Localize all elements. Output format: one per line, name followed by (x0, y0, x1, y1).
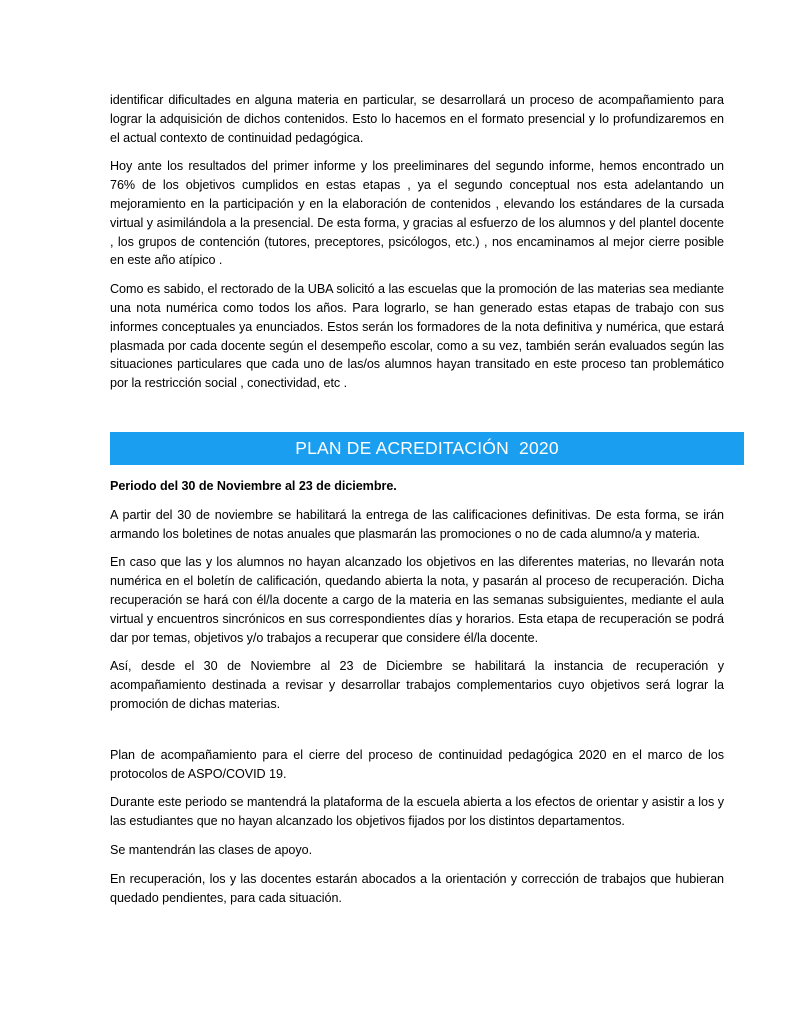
intro-paragraph-3: Como es sabido, el rectorado de la UBA solicitó a las escuelas que la promoción de las materias sea mediante una nota numérica como todos los años. Para lograrlo, se han generado estas etapas de trabajo con sus informes conceptuales ya enunciados. Estos serán los formadores de la nota definitiva y numérica, que estará plasmada por cada docente según el desempeño escolar, como a su vez, también serán evaluados según las situaciones particulares que cada uno de las/os alumnos hayan transitado en este proceso tan problemático por la restricción social , conectividad, etc . (110, 282, 724, 391)
intro-paragraph-1: identificar dificultades en alguna materia en particular, se desarrollará un proceso de acompañamiento para lograr la adquisición de dichos contenidos. Esto lo hacemos en el formato presencial y lo profundizaremos en el actual contexto de continuidad pedagógica. (110, 93, 724, 145)
document-intro (110, 91, 724, 403)
plan-paragraph-2: En caso que las y los alumnos no hayan alcanzado los objetivos en las diferentes materias, no llevarán nota numérica en el boletín de calificación, quedando abierta la nota, y pasarán al proceso de recuperación. Dicha recuperación se hará con él/la docente a cargo de la materia en las semanas subsiguientes, mediante el aula virtual y encuentros sincrónicos en sus correspondientes días y horarios. Esta etapa de recuperación se podrá dar por temas, objetivos y/o trabajos a recuperar que considere él/la docente. (110, 555, 724, 645)
plan-paragraph-1: A partir del 30 de noviembre se habilitará la entrega de las calificaciones definitivas. De esta forma, se irán armando los boletines de notas anuales que plasmarán las promociones o no de cada alumno/a y materia. (110, 507, 724, 541)
section-title: PLAN DE ACREDITACIÓN 2020 (295, 438, 559, 458)
section-banner (110, 432, 744, 465)
intro-paragraph-2: Hoy ante los resultados del primer informe y los preeliminares del segundo informe, hemos encontrado un 76% de los objetivos cumplidos en estas etapas , ya el segundo conceptual nos esta adelantando un mejoramiento en la participación y en la elaboración de contenidos , elevando los estándares de la cursada virtual y asimilándola a la presencial. De esta forma, y gracias al esfuerzo de los alumnos y del plantel docente , los grupos de contención (tutores, preceptores, psicólogos, etc.) , nos encaminamos al mejor cierre posible en este año atípico . (110, 159, 724, 268)
plan-paragraph-5: Durante este periodo se mantendrá la plataforma de la escuela abierta a los efectos de orientar y asistir a los y las estudiantes que no hayan alcanzado los objetivos fijados por los distintos departamentos. (110, 795, 724, 829)
plan-section (110, 477, 724, 917)
period-heading: Periodo del 30 de Noviembre al 23 de diciembre. (110, 479, 397, 493)
spacer (110, 724, 724, 746)
plan-paragraph-4: Plan de acompañamiento para el cierre del proceso de continuidad pedagógica 2020 en el marco de los protocolos de ASPO/COVID 19. (110, 747, 724, 781)
plan-paragraph-7: En recuperación, los y las docentes estarán abocados a la orientación y corrección de trabajos que hubieran quedado pendientes, para cada situación. (110, 871, 724, 905)
plan-paragraph-6: Se mantendrán las clases de apoyo. (110, 842, 313, 857)
plan-paragraph-3: Así, desde el 30 de Noviembre al 23 de Diciembre se habilitará la instancia de recuperación y acompañamiento destinada a revisar y desarrollar trabajos complementarios cuyo objetivos será lograr la promoción de dichas materias. (110, 659, 724, 711)
